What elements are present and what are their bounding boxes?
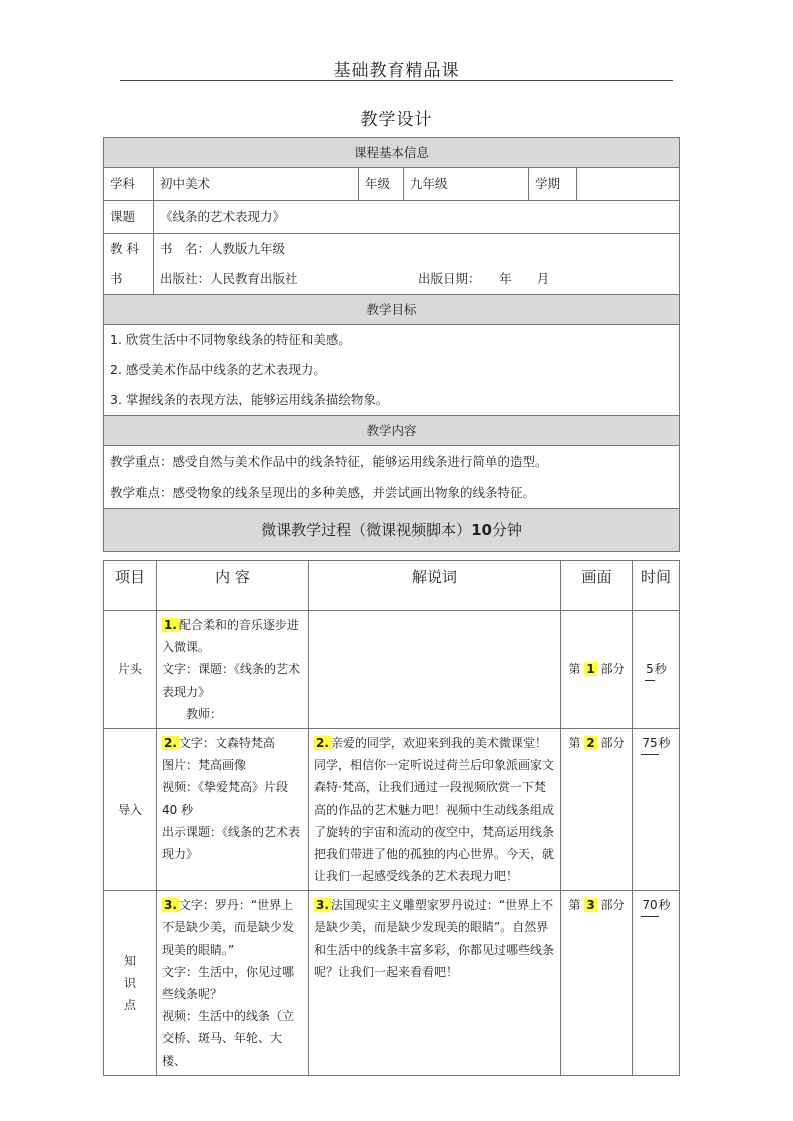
topic-label: 课题: [104, 201, 154, 234]
info-table: [103, 137, 680, 552]
row-num: 3.: [164, 898, 177, 913]
row-num: 1.: [164, 618, 177, 632]
row-narration-text: 法国现实主义雕塑家罗丹说过：“世界上不是缺少美，而是缺少发现美的眼睛”。自然界和生活中的线条丰富多彩，你都见过哪些线条呢？让我们一起来看看吧！: [314, 898, 555, 979]
row-screen: [561, 611, 633, 729]
row-content-text: 文字：文森特梵高 图片：梵高画像 视频：《挚爱梵高》片段 40 秒 出示课题：《线条的艺术表现力》: [162, 735, 301, 861]
time-unit: 秒: [658, 735, 671, 750]
process-title-pre: 微课教学过程（微课视频脚本）: [261, 520, 472, 539]
process-title-post: 分钟: [491, 520, 522, 539]
row-narration: [309, 728, 561, 890]
term-value: [577, 168, 680, 201]
screen-num: 2: [586, 735, 595, 750]
row-content: [157, 611, 309, 729]
doc-title: 教学设计: [360, 110, 433, 130]
grade-value: 九年级: [404, 168, 529, 201]
screen-pre: 第: [568, 898, 581, 913]
time-num: 70: [641, 894, 658, 917]
process-title-num: 10: [471, 520, 492, 539]
col-screen: 画面: [561, 561, 633, 611]
screen-pre: 第: [568, 662, 581, 677]
row-item: 知 识 点: [104, 891, 157, 1076]
screen-post: 部分: [600, 662, 625, 677]
grade-label: 年级: [359, 168, 404, 201]
time-num: 75: [641, 732, 658, 755]
row-screen: [561, 891, 633, 1076]
content-header: 教学内容: [104, 416, 680, 446]
row-time: [633, 728, 680, 890]
row-content-text: 配合柔和的音乐逐步进入微课。 文字：课题：《线条的艺术表现力》 教师：: [162, 618, 301, 721]
textbook-label: [104, 234, 154, 295]
col-item: 项目: [104, 561, 157, 611]
key-point: 教学重点：感受自然与美术作品中的线条特征，能够运用线条进行简单的造型。: [104, 446, 680, 478]
row-content: [157, 728, 309, 890]
row-narration-text: 亲爱的同学，欢迎来到我的美术微课堂！同学，相信你一定听说过荷兰后印象派画家文森特·梵高，让我们通过一段视频欣赏一下梵高的作品的艺术魅力吧！视频中生动线条组成了旋转的宇宙和流动的夜空中，梵高运用线条把我们带进了他的孤独的内心世界。今天，就让我们一起感受线条的艺术表现力吧！: [314, 735, 555, 884]
book-name: 书 名：人教版九年级: [160, 241, 286, 256]
header-title: 基础教育精品课: [333, 61, 460, 81]
row-num: 2.: [164, 735, 177, 750]
table-row: [104, 611, 680, 729]
goal-item-1: 1. 欣赏生活中不同物象线条的特征和美感。: [104, 325, 680, 356]
publisher: 出版社：人民教育出版社: [160, 271, 298, 286]
process-table: [103, 560, 680, 1076]
goal-item-3: 3. 掌握线条的表现方法，能够运用线条描绘物象。: [104, 385, 680, 416]
col-narration: 解说词: [309, 561, 561, 611]
goals-header: 教学目标: [104, 295, 680, 325]
narr-num: 2.: [316, 735, 329, 750]
time-num: 5: [645, 658, 655, 681]
pub-date: 出版日期： 年 月: [418, 271, 550, 286]
row-time: [633, 611, 680, 729]
topic-value: 《线条的艺术表现力》: [154, 201, 680, 234]
textbook-label-line2: 书: [110, 271, 123, 286]
row-narration: [309, 891, 561, 1076]
row-screen: [561, 728, 633, 890]
textbook-label-line1: 教 科: [110, 241, 139, 256]
term-label: 学期: [529, 168, 577, 201]
screen-post: 部分: [600, 898, 625, 913]
screen-post: 部分: [600, 735, 625, 750]
row-time: [633, 891, 680, 1076]
header-rule: [120, 80, 673, 81]
subject-value: 初中美术: [154, 168, 359, 201]
col-time: 时间: [633, 561, 680, 611]
subject-label: 学科: [104, 168, 154, 201]
screen-num: 3: [586, 898, 595, 913]
textbook-info: [154, 234, 680, 295]
narr-num: 3.: [316, 898, 329, 913]
time-unit: 秒: [654, 661, 667, 676]
time-unit: 秒: [658, 898, 671, 913]
screen-pre: 第: [568, 735, 581, 750]
process-header: [104, 509, 680, 552]
row-item: 导入: [104, 728, 157, 890]
difficulty: 教学难点：感受物象的线条呈现出的多种美感，并尝试画出物象的线条特征。: [104, 477, 680, 509]
table-row: [104, 891, 680, 1076]
row-content-text: 文字：罗丹：“世界上不是缺少美，而是缺少发现美的眼睛。” 文字：生活中，你见过哪些线条呢？ 视频：生活中的线条（立交桥、斑马、年轮、大楼、: [162, 898, 295, 1068]
row-narration: [309, 611, 561, 729]
publisher-line: [160, 264, 673, 294]
row-item: 片头: [104, 611, 157, 729]
goal-item-2: 2. 感受美术作品中线条的艺术表现力。: [104, 355, 680, 385]
screen-num: 1: [586, 662, 595, 677]
row-content: [157, 891, 309, 1076]
basic-info-header: 课程基本信息: [104, 138, 680, 168]
col-content: 内 容: [157, 561, 309, 611]
table-row: [104, 728, 680, 890]
